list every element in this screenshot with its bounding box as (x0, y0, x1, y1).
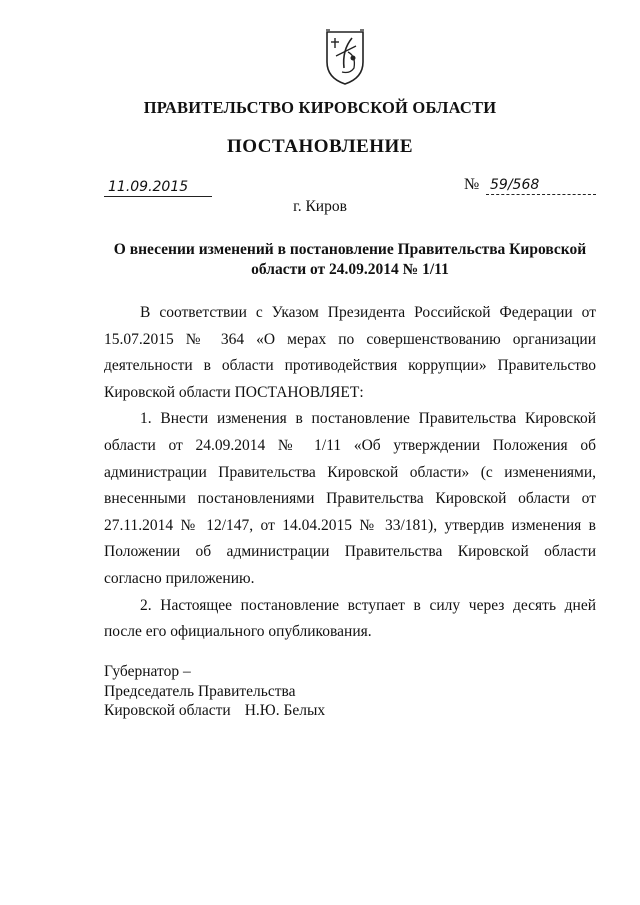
document-subject: О внесении изменений в постановление Правительства Кировской области от 24.09.2014 № 1/11 (113, 241, 587, 278)
organization-title: ПРАВИТЕЛЬСТВО КИРОВСКОЙ ОБЛАСТИ (143, 98, 497, 117)
signature-title-line3-row (104, 701, 325, 721)
signature-title-line2: Председатель Правительства (104, 682, 296, 700)
signature-block (104, 662, 325, 721)
kirov-coat-of-arms-icon (322, 28, 368, 86)
document-number: 59/568 (486, 176, 596, 195)
signature-title-line1: Губернатор – (104, 663, 191, 680)
paragraph-item-2: 2. Настоящее постановление вступает в силу через десять дней после его официального опубликования. (104, 596, 596, 641)
paragraph-preamble: В соответствии с Указом Президента Российской Федерации от 15.07.2015 № 364 «О мерах по совершенствованию организации деятельности в области противодействия коррупции» Правительство Кировской области ПОСТАНОВЛЯЕТ: (104, 304, 596, 401)
document-body (104, 300, 596, 646)
signature-title-line3: Кировской области (104, 702, 231, 719)
document-date: 11.09.2015 (104, 178, 212, 197)
city-name: г. Киров (293, 198, 347, 215)
paragraph-item-1: 1. Внести изменения в постановление Правительства Кировской области от 24.09.2014 № 1/11 «Об утверждении Положения об администрации Правительства Кировской области» (с изменениями, внесенными постановлениями Правительства Кировской области от 27.11.2014 № 12/147, от 14.04.2015 № 33/181), утвердив изменения в Положении об администрации Правительства Кировской области согласно приложению. (104, 410, 596, 587)
number-label: № (464, 176, 480, 193)
document-type: ПОСТАНОВЛЕНИЕ (226, 136, 414, 157)
signer-name: Н.Ю. Белых (244, 702, 326, 719)
